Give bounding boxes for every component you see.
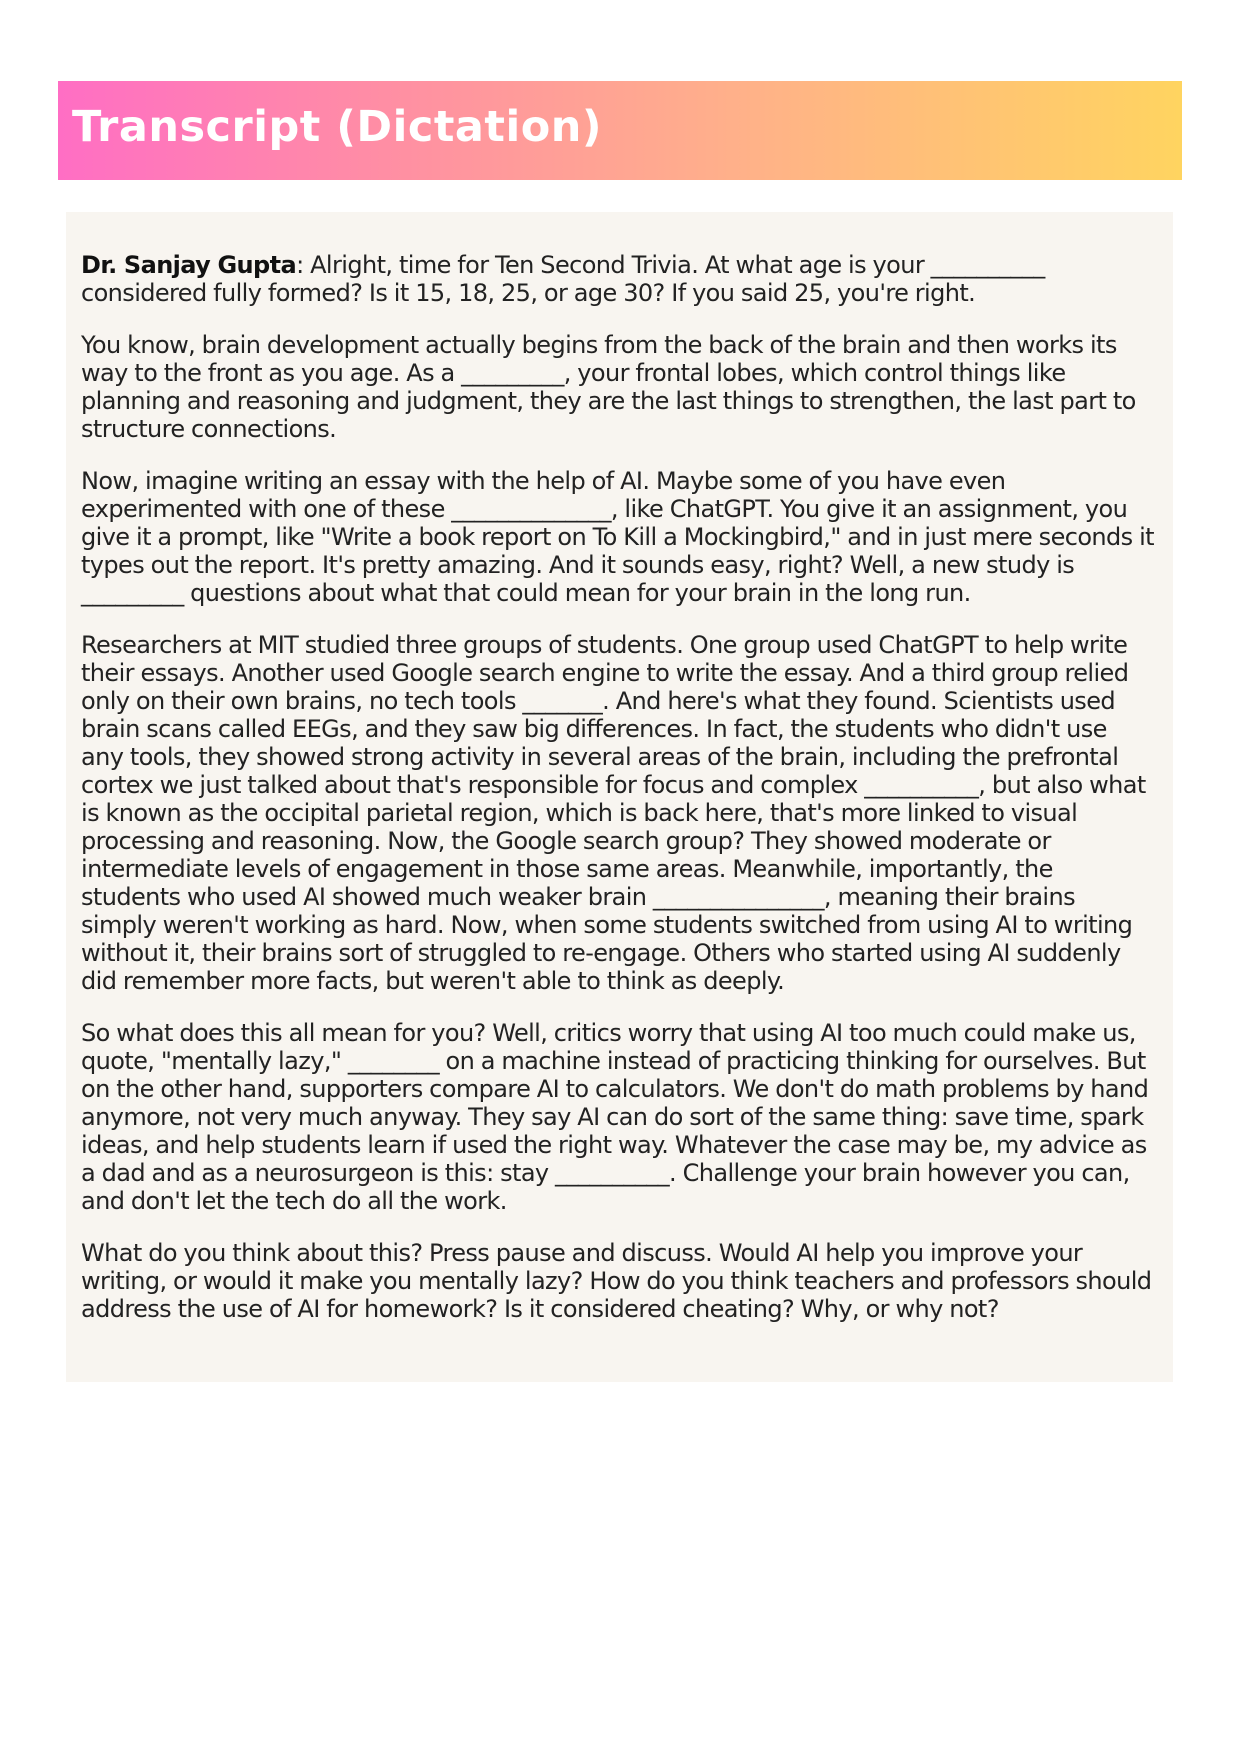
speaker-name: Dr. Sanjay Gupta <box>81 251 297 279</box>
transcript-paragraph-4: Researchers at MIT studied three groups of students. One group used ChatGPT to help write their essays. Another used Google search engine to write the essay. And a third group relied only on their own brains, no tech tools _______. And here's what they found. Scientists used brain scans called EEGs, and they saw big differences. In fact, the students who didn't use any tools, they showed strong activity in several areas of the brain, including the prefrontal cortex we just talked about that's responsible for focus and complex __________, but also what is known as the occipital parietal region, which is back here, that's more linked to visual processing and reasoning. Now, the Google search group? They showed moderate or intermediate levels of engagement in those same areas. Meanwhile, importantly, the students who used AI showed much weaker brain _______________, meaning their brains simply weren't working as hard. Now, when some students switched from using AI to writing without it, their brains sort of struggled to re-engage. Others who started using AI suddenly did remember more facts, but weren't able to think as deeply. <box>81 631 1146 995</box>
transcript-panel <box>66 212 1173 1382</box>
paragraph-text: : Alright, time for Ten Second Trivia. At what age is your __________ considered fully formed? Is it 15, 18, 25, or age 30? If you said 25, you're right. <box>81 251 1045 307</box>
page-title: Transcript (Dictation) <box>72 101 603 152</box>
transcript-paragraph-5: So what does this all mean for you? Well, critics worry that using AI too much could make us, quote, "mentally lazy," ________ on a machine instead of practicing thinking for ourselves. But on the other hand, supporters compare AI to calculators. We don't do math problems by hand anymore, not very much anyway. They say AI can do sort of the same thing: save time, spark ideas, and help students learn if used the right way. Whatever the case may be, my advice as a dad and as a neurosurgeon is this: stay __________. Challenge your brain however you can, and don't let the tech do all the work. <box>81 1019 1149 1215</box>
transcript-paragraph-2: You know, brain development actually begins from the back of the brain and then works its way to the front as you age. As a _________, your frontal lobes, which control things like planning and reasoning and judgment, they are the last things to strengthen, the last part to structure connections. <box>81 331 1136 443</box>
transcript-paragraph-1 <box>81 251 1155 307</box>
transcript-paragraph-3: Now, imagine writing an essay with the help of AI. Maybe some of you have even experimented with one of these ______________, like ChatGPT. You give it an assignment, you give it a prompt, like "Write a book report on To Kill a Mockingbird," and in just mere seconds it types out the report. It's pretty amazing. And it sounds easy, right? Well, a new study is _________ questions about what that could mean for your brain in the long run. <box>81 467 1154 607</box>
header-banner <box>58 81 1182 180</box>
transcript-paragraph-6: What do you think about this? Press pause and discuss. Would AI help you improve your writing, or would it make you mentally lazy? How do you think teachers and professors should address the use of AI for homework? Is it considered cheating? Why, or why not? <box>81 1239 1152 1323</box>
